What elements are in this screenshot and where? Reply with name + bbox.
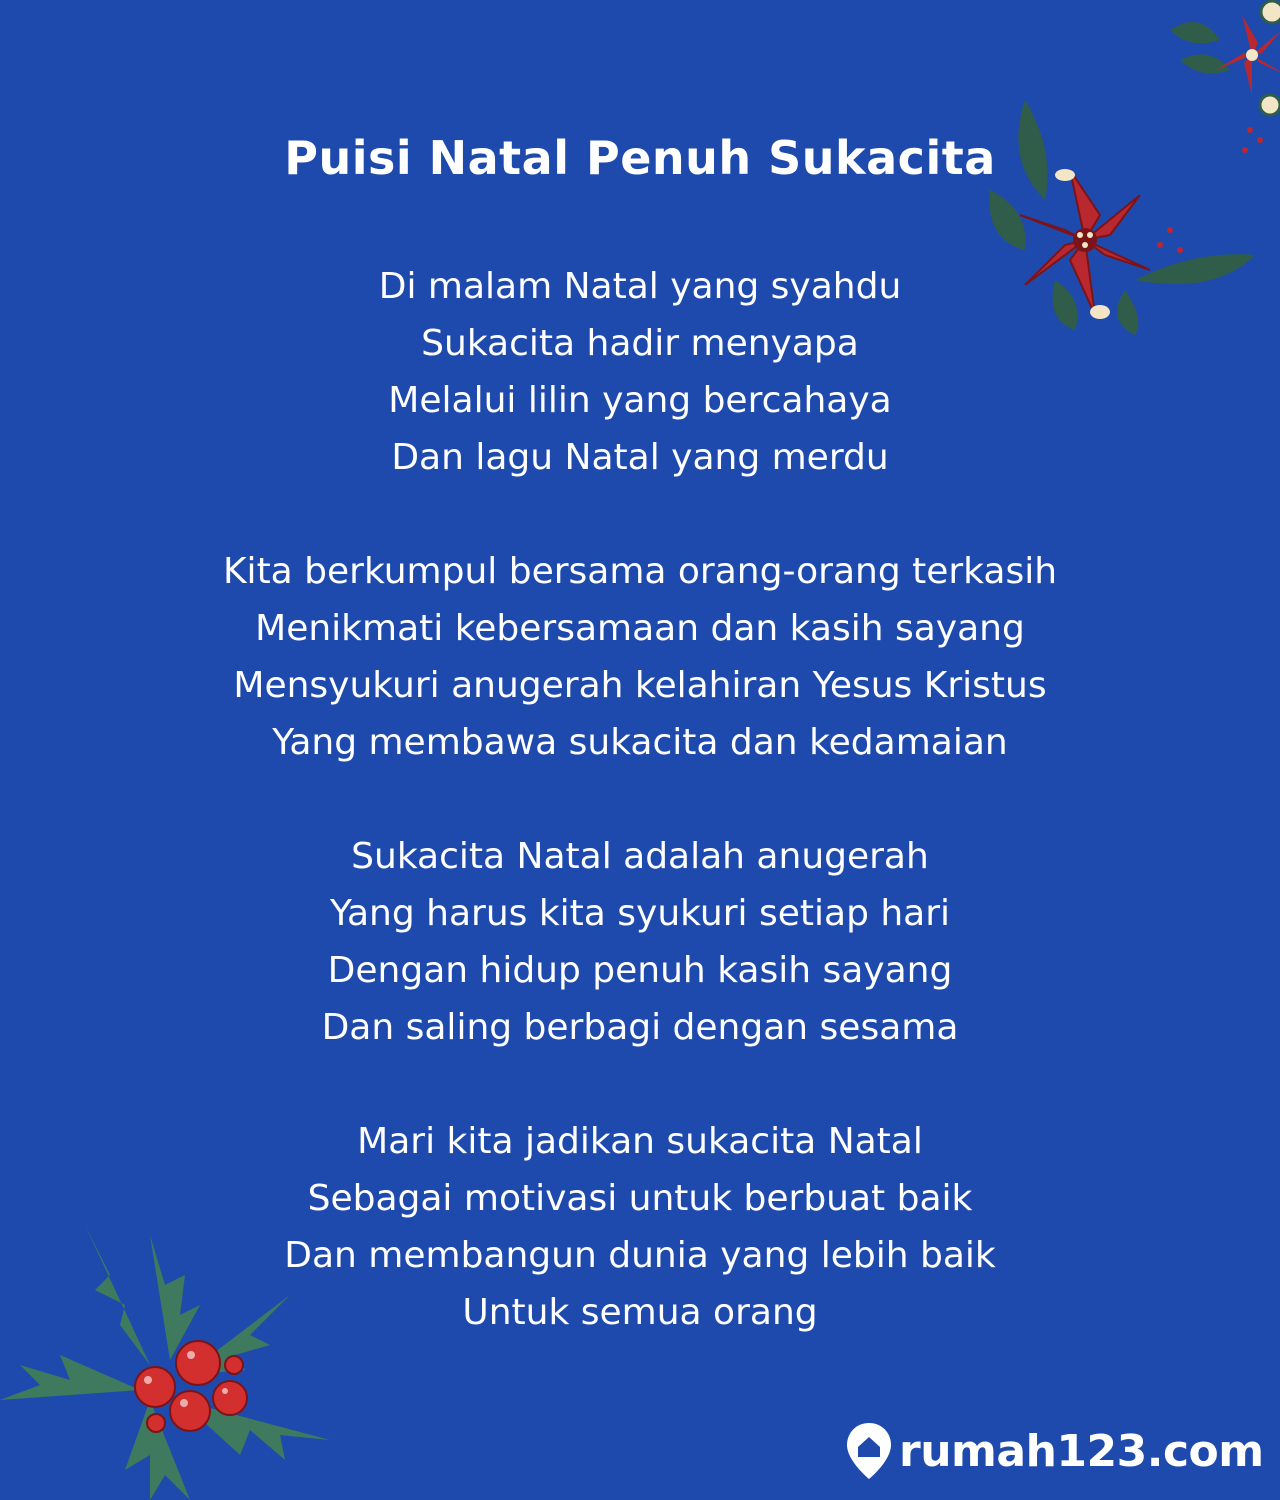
stanza (0, 543, 1280, 771)
poem-line: Menikmati kebersamaan dan kasih sayang (255, 608, 1025, 649)
brand-name: rumah123.com (899, 1425, 1264, 1477)
poem-body (0, 258, 1280, 1398)
poem-line: Sebagai motivasi untuk berbuat baik (307, 1178, 973, 1219)
poem-line: Di malam Natal yang syahdu (378, 266, 902, 307)
location-pin-house-icon (845, 1421, 893, 1481)
poem-line: Mari kita jadikan sukacita Natal (357, 1121, 923, 1162)
poem-line: Dan lagu Natal yang merdu (391, 437, 889, 478)
poem-line: Kita berkumpul bersama orang-orang terkasih (222, 551, 1058, 592)
poem-line: Dan saling berbagi dengan sesama (321, 1007, 959, 1048)
poem-title: Puisi Natal Penuh Sukacita (284, 131, 996, 185)
poem-line: Mensyukuri anugerah kelahiran Yesus Kristus (233, 665, 1047, 706)
poem-line: Sukacita Natal adalah anugerah (351, 836, 929, 877)
poem-line: Untuk semua orang (462, 1292, 818, 1333)
stanza (0, 258, 1280, 486)
poem-line: Melalui lilin yang bercahaya (388, 380, 892, 421)
brand-logo (845, 1418, 1264, 1484)
stanza (0, 1113, 1280, 1341)
poem-line: Sukacita hadir menyapa (421, 323, 859, 364)
poem-line: Dengan hidup penuh kasih sayang (327, 950, 953, 991)
poem-line: Yang harus kita syukuri setiap hari (329, 893, 951, 934)
poem-line: Dan membangun dunia yang lebih baik (284, 1235, 996, 1276)
stanza (0, 828, 1280, 1056)
poem-line: Yang membawa sukacita dan kedamaian (272, 722, 1008, 763)
